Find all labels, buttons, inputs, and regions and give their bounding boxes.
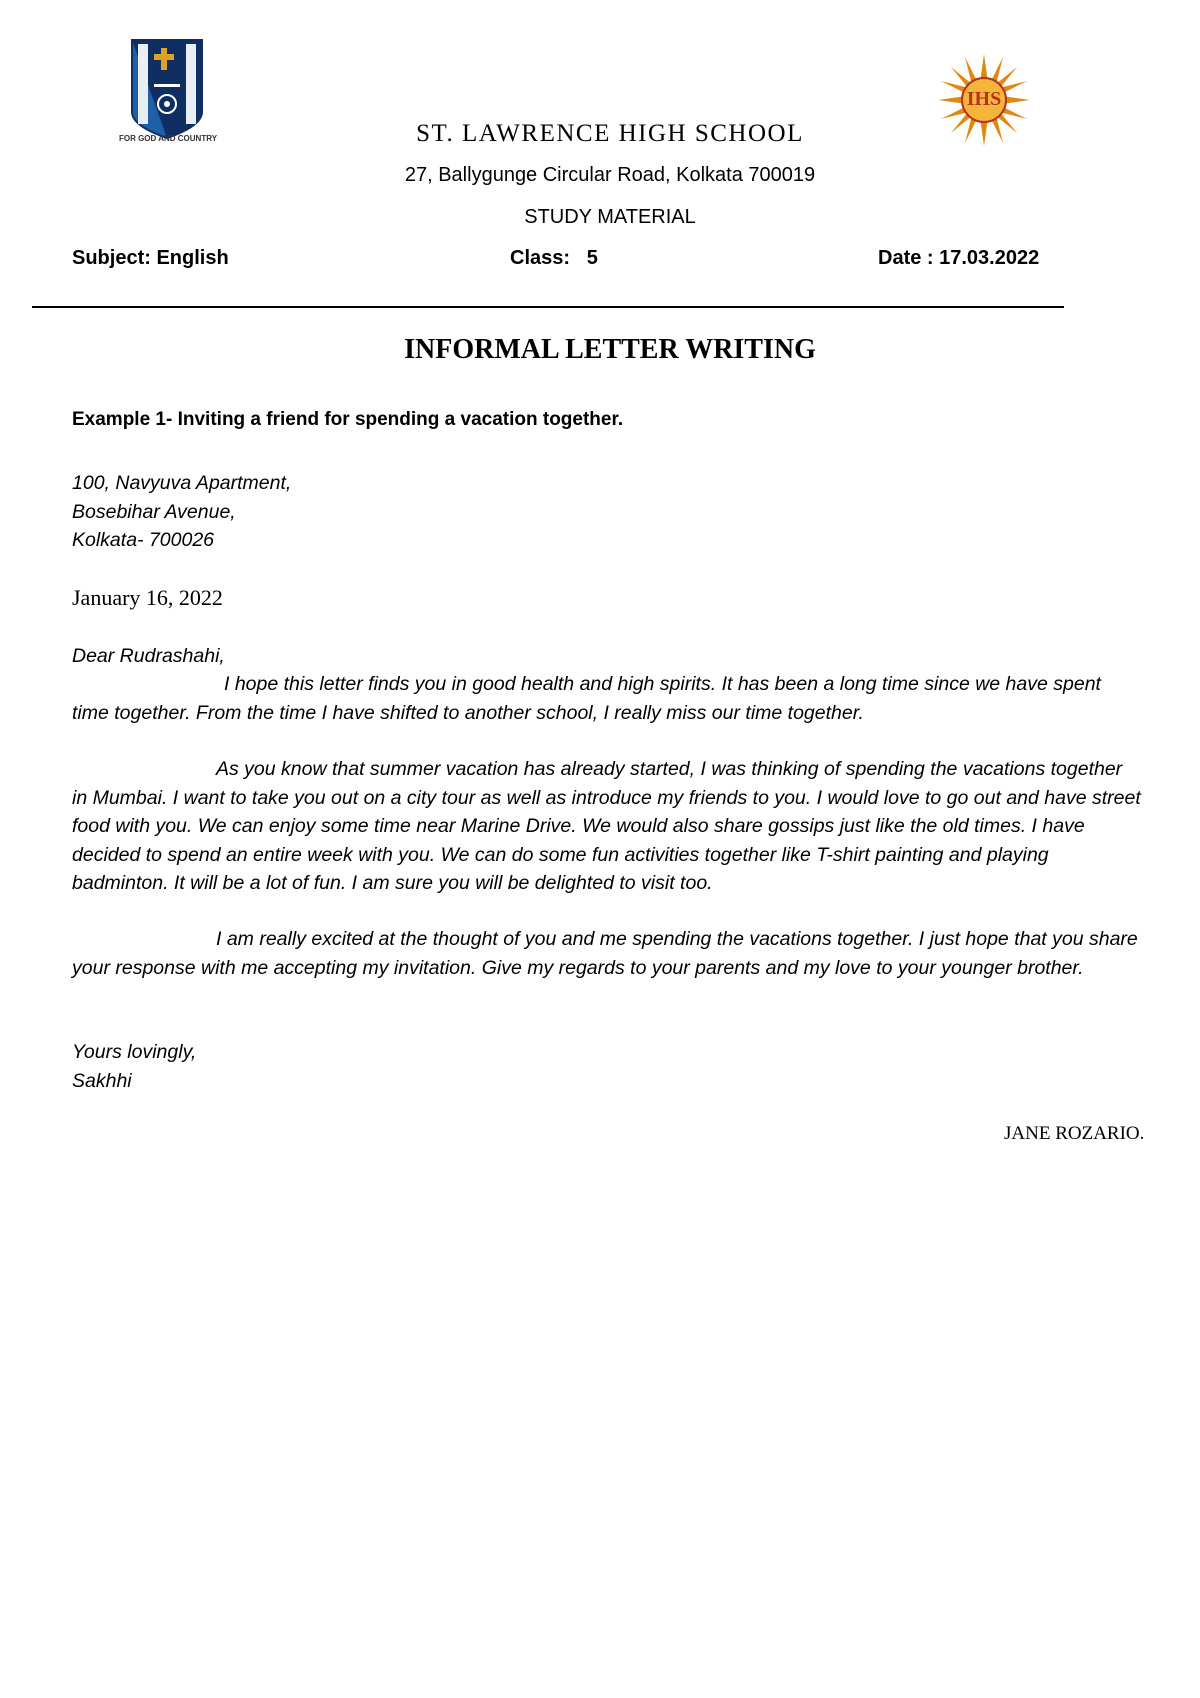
ihs-monogram: IHS [966, 88, 1002, 110]
address-line: Bosebihar Avenue, [72, 500, 236, 523]
subject-label: Subject: English [72, 247, 229, 269]
letter-paragraph [72, 925, 1142, 982]
address-line: Kolkata- 700026 [72, 529, 215, 551]
example-heading: Example 1- Inviting a friend for spending a vacation together. [72, 409, 624, 430]
paragraph-text: I am really excited at the thought of you and me spending the vacations together. I just hope that you share your response with me accepting my invitation. Give my regards to your parents and my love to your younger brother. [72, 928, 1138, 979]
document-title: INFORMAL LETTER WRITING [404, 334, 816, 365]
author-name: JANE ROZARIO. [1004, 1123, 1145, 1144]
paragraph-text: I hope this letter finds you in good health and high spirits. It has been a long time since we have spent time together. From the time I have shifted to another school, I really miss our time together. [72, 673, 1101, 724]
letter-closing [72, 1038, 196, 1095]
paragraph-text: As you know that summer vacation has already started, I was thinking of spending the vacations together in Mumbai. I want to take you out on a city tour as well as introduce my friends to you. I would love to go out and have street food with you. We can enjoy some time near Marine Drive. We would also share gossips just like the old times. I have decided to spend an entire week with you. We can do some fun activities together like T-shirt painting and playing badminton. It will be a lot of fun. I am sure you will be delighted to visit too. [72, 758, 1141, 894]
class-label: Class: 5 [510, 247, 598, 269]
header-divider [32, 306, 1064, 308]
sender-name: Sakhhi [72, 1069, 132, 1092]
study-material-label: STUDY MATERIAL [524, 206, 696, 228]
closing-phrase: Yours lovingly, [72, 1041, 197, 1063]
school-name: ST. LAWRENCE HIGH SCHOOL [416, 120, 804, 147]
sender-address [72, 469, 291, 555]
address-line: 100, Navyuva Apartment, [72, 472, 292, 494]
crest-caption: FOR GOD AND COUNTRY [118, 134, 218, 143]
school-address: 27, Ballygunge Circular Road, Kolkata 700019 [404, 164, 816, 186]
letter-date: January 16, 2022 [72, 585, 223, 610]
salutation: Dear Rudrashahi, [72, 645, 225, 667]
date-label: Date : 17.03.2022 [878, 247, 1040, 269]
letter-paragraph [72, 755, 1142, 898]
letter-paragraph [72, 670, 1142, 727]
